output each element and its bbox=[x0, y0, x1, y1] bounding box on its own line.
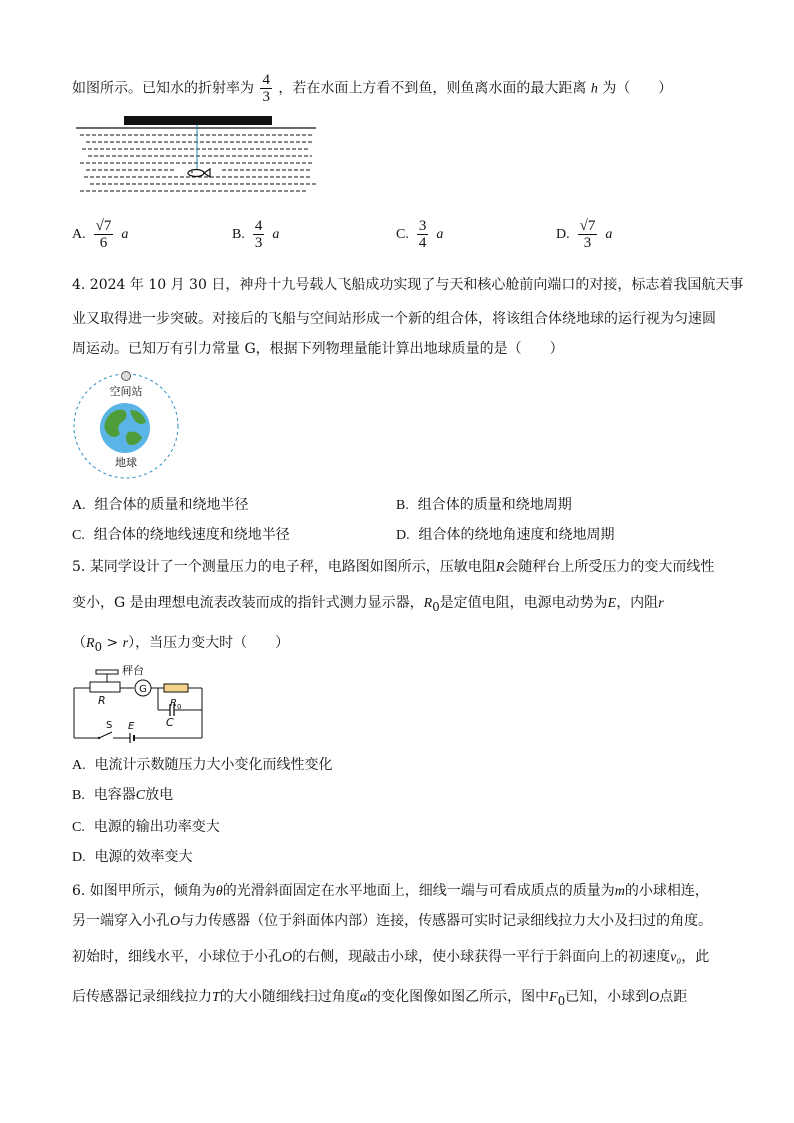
switch-icon bbox=[99, 732, 112, 738]
pressure-resistor-R bbox=[90, 682, 120, 692]
q3-stem: 如图所示。已知水的折射率为 $\frac{4}{3}$ ，若在水面上方看不到鱼，则鱼离水面的最大距离 h 为（ ） bbox=[72, 72, 673, 105]
space-station-icon bbox=[122, 372, 131, 381]
svg-text:0: 0 bbox=[177, 703, 182, 711]
q5-option-b[interactable]: B. 电容器C放电 bbox=[72, 787, 174, 803]
q3-option-c[interactable]: C. $\frac{3}{4}$ a bbox=[396, 218, 444, 251]
svg-text:C: C bbox=[166, 716, 174, 729]
orbit-diagram bbox=[70, 370, 182, 482]
q6-line4: 后传感器记录细线拉力T的大小随细线扫过角度α的变化图像如图乙所示，图中$F_0$已知，小球到O点距 bbox=[72, 989, 688, 1008]
q4-option-b[interactable]: B. 组合体的质量和绕地周期 bbox=[396, 497, 572, 513]
q5-line2: 变小，G 是由理想电流表改装而成的指针式测力显示器，$R_0$是定值电阻，电源电动势为E，内阻r bbox=[72, 595, 664, 614]
opaque-disk bbox=[124, 116, 272, 125]
q6-line1: 6. 如图甲所示，倾角为θ的光滑斜面固定在水平地面上，细线一端与可看成质点的质量为m的小球相连， bbox=[72, 883, 709, 899]
circuit-diagram bbox=[72, 664, 212, 750]
q5-line3: $(R_0 > r)$，当压力变大时（ ） bbox=[72, 635, 290, 654]
station-label: 空间站 bbox=[109, 385, 143, 398]
q5-option-c[interactable]: C. 电源的输出功率变大 bbox=[72, 819, 220, 835]
svg-text:E: E bbox=[128, 721, 135, 732]
water-lines bbox=[80, 135, 316, 191]
q4-line3: 周运动。已知万有引力常量 G，根据下列物理量能计算出地球质量的是（ ） bbox=[72, 341, 564, 357]
platform-label: 秤台 bbox=[122, 664, 144, 677]
q3-option-d[interactable]: D. $\frac{√7}{3}$ a bbox=[556, 218, 613, 251]
svg-text:R: R bbox=[170, 698, 177, 709]
earth-label: 地球 bbox=[115, 456, 137, 469]
q6-line3: 初始时，细线水平，小球位于小孔O的右侧，现敲击小球，使小球获得一平行于斜面向上的初速度v₀，此 bbox=[72, 949, 710, 965]
q5-line1: 5. 某同学设计了一个测量压力的电子秤，电路图如图所示，压敏电阻R会随秤台上所受压力的变大而线性 bbox=[72, 559, 715, 575]
svg-text:R: R bbox=[98, 694, 106, 707]
var-h: h bbox=[590, 81, 598, 97]
q4-line2: 业又取得进一步突破。对接后的飞船与空间站形成一个新的组合体，将该组合体绕地球的运行视为匀速圆 bbox=[72, 311, 716, 327]
q4-line1: 4. 2024 年 10 月 30 日，神舟十九号载人飞船成功实现了与天和核心舱前向端口的对接，标志着我国航天事 bbox=[72, 277, 744, 293]
svg-text:S: S bbox=[106, 720, 113, 731]
q3-option-a[interactable]: A. $\frac{√7}{6}$ a bbox=[72, 218, 129, 251]
fixed-resistor-R0 bbox=[164, 684, 188, 692]
q3-stem-text: 如图所示。已知水的折射率为 bbox=[72, 80, 254, 97]
refractive-index-fraction: $\frac{4}{3}$ bbox=[262, 72, 270, 105]
water-fish-diagram bbox=[76, 114, 322, 200]
q4-option-d[interactable]: D. 组合体的绕地角速度和绕地周期 bbox=[396, 527, 615, 543]
earth-icon bbox=[100, 403, 150, 453]
svg-text:G: G bbox=[139, 684, 147, 695]
q5-option-a[interactable]: A. 电流计示数随压力大小变化而线性变化 bbox=[72, 757, 333, 773]
q4-option-c[interactable]: C. 组合体的绕地线速度和绕地半径 bbox=[72, 527, 290, 543]
q6-line2: 另一端穿入小孔O与力传感器（位于斜面体内部）连接，传感器可实时记录细线拉力大小及扫过的角度。 bbox=[72, 913, 713, 929]
fish-icon bbox=[188, 169, 210, 177]
q3-option-b[interactable]: B. $\frac{4}{3}$ a bbox=[232, 218, 280, 251]
q4-option-a[interactable]: A. 组合体的质量和绕地半径 bbox=[72, 497, 249, 513]
platform-icon bbox=[96, 670, 118, 674]
q5-option-d[interactable]: D. 电源的效率变大 bbox=[72, 849, 193, 865]
